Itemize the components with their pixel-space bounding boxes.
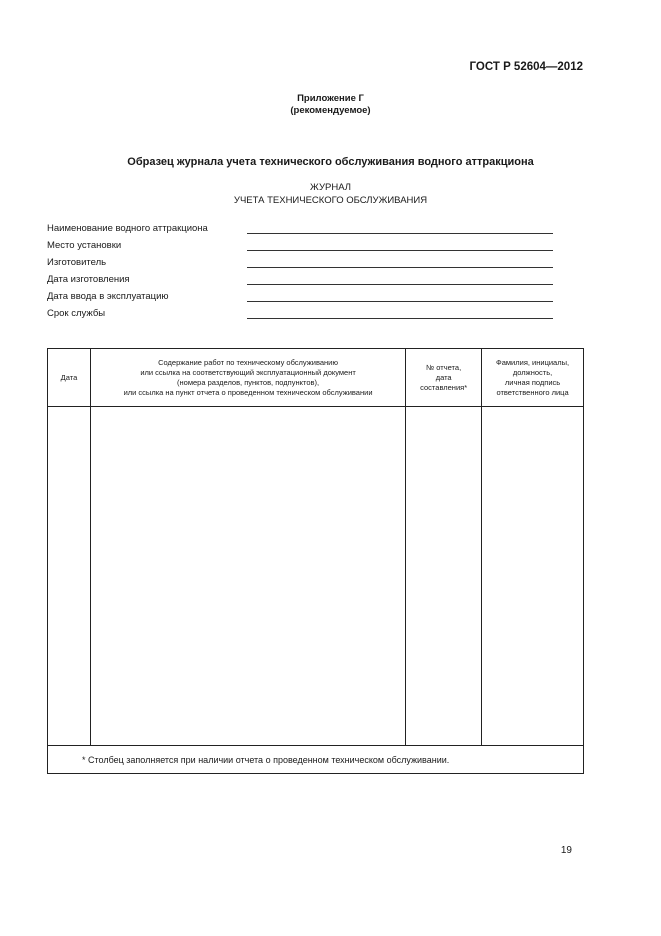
standard-code: ГОСТ Р 52604—2012	[469, 61, 583, 73]
header-line: (номера разделов, пунктов, подпунктов),	[177, 377, 320, 387]
maintenance-log-table	[47, 348, 584, 774]
field-line-manufacture-date	[247, 284, 553, 285]
field-label-manufacture-date: Дата изготовления	[47, 274, 130, 285]
appendix-status: (рекомендуемое)	[290, 105, 371, 116]
field-label-manufacturer: Изготовитель	[47, 257, 107, 268]
responsible-person-cell[interactable]	[482, 407, 584, 746]
header-line: или ссылка на соответствующий эксплуатационный документ	[140, 367, 356, 377]
table-footnote: * Столбец заполняется при наличии отчета о проведенном техническом обслуживании.	[48, 746, 584, 774]
header-line: или ссылка на пункт отчета о проведенном техническом обслуживании	[123, 387, 373, 397]
journal-heading: ЖУРНАЛ	[310, 182, 351, 193]
column-header-responsible-person	[482, 349, 584, 407]
appendix-title: Приложение Г	[297, 93, 364, 104]
header-line: Дата	[60, 372, 78, 382]
header-line: ответственного лица	[496, 387, 569, 397]
field-label-name: Наименование водного аттракциона	[47, 223, 208, 234]
column-header-work-content	[90, 349, 405, 407]
header-line: составления*	[420, 382, 468, 392]
field-line-service-life	[247, 318, 553, 319]
column-header-date	[48, 349, 91, 407]
date-cell[interactable]	[48, 407, 91, 746]
header-line: № отчета,	[426, 362, 462, 372]
report-number-cell[interactable]	[406, 407, 482, 746]
work-content-cell[interactable]	[90, 407, 405, 746]
field-line-manufacturer	[247, 267, 553, 268]
column-header-report-number	[406, 349, 482, 407]
field-line-location	[247, 250, 553, 251]
document-title: Образец журнала учета технического обслуживания водного аттракциона	[127, 156, 534, 168]
page-number: 19	[560, 845, 572, 856]
field-label-location: Место установки	[47, 240, 122, 251]
table-footnote-row	[48, 746, 584, 774]
journal-subheading: УЧЕТА ТЕХНИЧЕСКОГО ОБСЛУЖИВАНИЯ	[233, 195, 428, 206]
header-line: дата	[435, 372, 452, 382]
field-label-service-life: Срок службы	[47, 308, 106, 319]
header-line: личная подпись	[504, 377, 561, 387]
table-body-row	[48, 407, 584, 746]
header-line: Содержание работ по техническому обслуживанию	[158, 357, 338, 367]
header-line: Фамилия, инициалы,	[496, 357, 570, 367]
field-line-commissioning-date	[247, 301, 553, 302]
field-line-name	[247, 233, 553, 234]
table-header-row	[48, 349, 584, 407]
header-line: должность,	[512, 367, 553, 377]
field-label-commissioning-date: Дата ввода в эксплуатацию	[47, 291, 169, 302]
